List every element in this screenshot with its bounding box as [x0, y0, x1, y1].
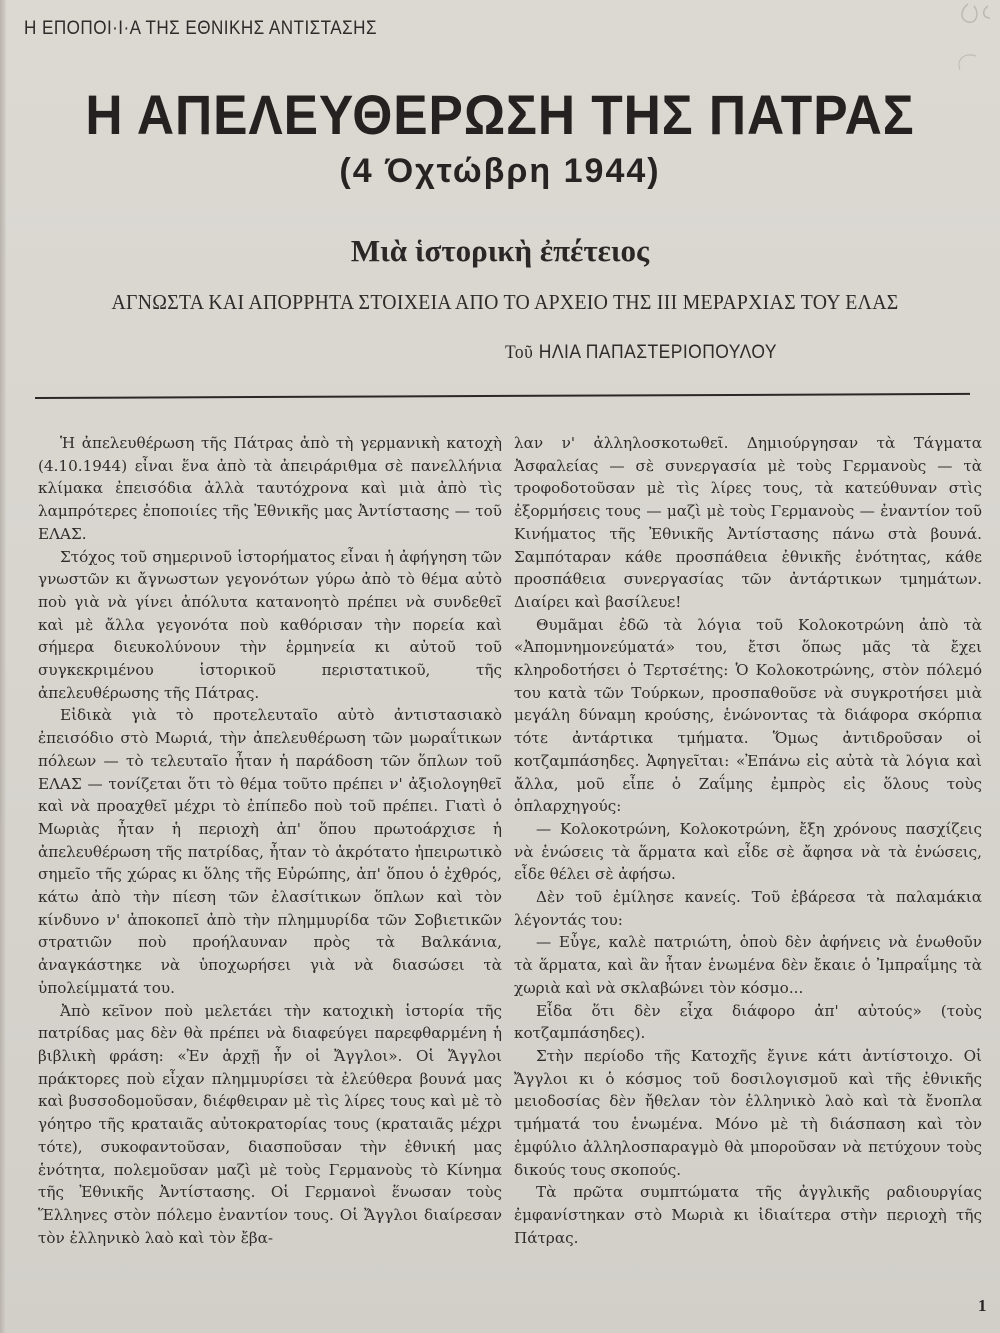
paragraph: Ἡ ἀπελευθέρωση τῆς Πάτρας ἀπὸ τὴ γερμανικὴ κατοχὴ (4.10.1944) εἶναι ἕνα ἀπὸ τὰ ἀπειράριθμα σὲ πανελλήνια κλίμακα ἐπεισόδια ἀλλὰ ταυτόχρονα καὶ μιὰ ἀπὸ τὶς λαμπρότερες ἐποποιίες τῆς Ἐθνικῆς μας Ἀντίστασης — τοῦ ΕΛΑΣ. [38, 434, 502, 543]
left-column [38, 432, 502, 1249]
pencil-annotation [860, 0, 1000, 80]
paragraph: Στὴν περίοδο τῆς Κατοχῆς ἔγινε κάτι ἀντίστοιχο. Οἱ Ἄγγλοι κι ὁ κόσμος τοῦ δοσιλογισμοῦ καὶ τῆς ἐθνικῆς μειοδοσίας δὲν ἤθελαν τὸν ἑλληνικὸ λαὸ καὶ τὰ ἔνοπλα τμήματά του ἑνωμένα. Μόνο μὲ τὴ διάσπαση καὶ τὸν ἐμφύλιο ἀλληλοσπαραγμὸ θὰ μποροῦσαν νὰ πετύχουν τοὺς δικούς τους σκοπούς. [514, 1046, 982, 1179]
byline [505, 342, 777, 364]
series-header: Η ΕΠΟΠΟΙ·Ι·Α ΤΗΣ ΕΘΝΙΚΗΣ ΑΝΤΙΣΤΑΣΗΣ [24, 18, 378, 39]
page-number: 1 [978, 1296, 987, 1315]
paragraph: — Κολοκοτρώνη, Κολοκοτρώνη, ἔξη χρόνους πασχίζεις νὰ ἑνώσεις τὰ ἅρματα καὶ εἶδε σὲ ἄφησα νὰ τὰ ἑνώσεις, εἶδε θέλει σὲ ἀφήσω. [514, 819, 982, 884]
paragraph: — Εὖγε, καλὲ πατριώτη, ὁποὺ δὲν ἀφήνεις νὰ ἑνωθοῦν τὰ ἅρματα, καὶ ἂν ἦταν ἑνωμένα δὲν ἔκαιε ὁ Ἰμπραΐμης τὰ χωριὰ καὶ νὰ σκλαβώνει τὸν κόσμο... [514, 933, 982, 997]
paragraph: Θυμᾶμαι ἐδῶ τὰ λόγια τοῦ Κολοκοτρώνη ἀπὸ τὰ «Ἀπομνημονεύματά» του, ἔτσι ὅπως μᾶς τὰ ἔχει κληροδοτήσει ὁ Τερτσέτης: Ὁ Κολοκοτρώνης, στὸν πόλεμό του κατὰ τῶν Τούρκων, προσπαθοῦσε νὰ συγκροτήσει μιὰ μεγάλη δύναμη κρούσης, ἑνώνοντας τὰ διάφορα σκόρπια τότε ἀντάρτικα τμήματα. Ὅμως ἀντιδροῦσαν οἱ κοτζαμπάσηδες. Ἀφηγεῖται: «Ἐπάνω εἰς αὐτὰ τὰ λόγια καὶ ἄλλα, μοῦ εἶπε ὁ Ζαΐμης ἐμπρὸς εἰς ὅλους τοὺς ὁπλαρχηγούς: [514, 615, 982, 816]
article-date: (4 Όχτώβρη 1944) [339, 152, 661, 190]
byline-prefix: Τοῦ [505, 342, 534, 363]
paragraph: Ἀπὸ κεῖνον ποὺ μελετάει τὴν κατοχικὴ ἱστορία τῆς πατρίδας μας δὲν θὰ πρέπει νὰ διαφεύγει παρεφθαρμένη ἡ βιβλικὴ φράση: «Ἐν ἀρχῇ ἦν οἱ Ἄγγλοι». Οἱ Ἄγγλοι πράκτορες ποὺ εἶχαν πλημμυρίσει τὰ ἐλεύθερα βουνά μας καὶ βυσσοδομοῦσαν, διέφθειραν μὲ τὶς λίρες τους καὶ μὲ τὸ γόητρο τῆς κραταιᾶς αὐτοκρατορίας τους (κραταιᾶς μέχρι τότε), συκοφαντοῦσαν, διασποῦσαν τὴν ἐθνική μας ἑνότητα, πολεμοῦσαν μαζὶ μὲ τοὺς Γερμανοὺς τὸ Κίνημα τῆς Ἐθνικῆς Ἀντίστασης. Οἱ Γερμανοὶ ἕνωσαν τοὺς Ἕλληνες στὸν πόλεμο ἐναντίον τους. Οἱ Ἄγγλοι διαίρεσαν τὸν ἑλληνικὸ λαὸ καὶ τὸν ἔβα- [38, 1001, 502, 1247]
paragraph: Εἰδικὰ γιὰ τὸ προτελευταῖο αὐτὸ ἀντιστασιακὸ ἐπεισόδιο στὸ Μωριά, τὴν ἀπελευθέρωση τῶν μωραΐτικων πόλεων — τὸ τελευταῖο ἦταν ἡ παράδοση τῶν ὅπλων τοῦ ΕΛΑΣ — τονίζεται ὅτι τὸ θέμα τοῦτο πρέπει ν' ἀξιολογηθεῖ καὶ νὰ προαχθεῖ μέχρι τὸ ἐπίπεδο ποὺ τοῦ πρέπει. Γιατὶ ὁ Μωριὰς ἦταν ἡ περιοχὴ ἀπ' ὅπου πρωτοάρχισε ἡ ἀπελευθέρωση τῆς πατρίδας, ἦταν τὸ ἀκρότατο ἠπειρωτικὸ σημεῖο τῆς χώρας κι ὅλης τῆς Εὐρώπης, ἀπ' ὅπου ὁ ἐχθρός, κάτω ἀπὸ τὴν πίεση τῶν ἐλασίτικων ὅπλων καὶ τὸν κίνδυνο ν' ἀποκοπεῖ ἀπὸ τὴν πλημμυρίδα τῶν Σοβιετικῶν στρατιῶν ποὺ προήλαυναν πρὸς τὰ Βαλκάνια, ἀναγκάστηκε νὰ ὑποχωρήσει γιὰ νὰ διασώσει τὰ ὑπολείμματά του. [38, 706, 502, 997]
article-subtitle: Μιὰ ἱστορικὴ ἐπέτειος [350, 233, 650, 268]
paragraph: Τὰ πρῶτα συμπτώματα τῆς ἀγγλικῆς ραδιουργίας ἐμφανίστηκαν στὸ Μωριὰ κι ἰδιαίτερα στὴν περιοχὴ τῆς Πάτρας. [514, 1183, 982, 1247]
paragraph: Δὲν τοῦ ἐμίλησε κανείς. Τοῦ ἐβάρεσα τὰ παλαμάκια λέγοντάς του: [514, 888, 982, 929]
paragraph: Στόχος τοῦ σημερινοῦ ἱστορήματος εἶναι ἡ ἀφήγηση τῶν γνωστῶν κι ἄγνωστων γεγονότων γύρω ἀπὸ τὸ θέμα αὐτὸ ποὺ γιὰ νὰ γίνει ἀπόλυτα κατανοητὸ πρέπει νὰ συνδεθεῖ καὶ μὲ ἄλλα γεγονότα ποὺ καθόρισαν τὴν πορεία καὶ σήμερα διευκολύνουν τὴν ἑρμηνεία κι αὐτοῦ τοῦ συγκεκριμένου ἱστορικοῦ περιστατικοῦ, τῆς ἀπελευθέρωσης τῆς Πάτρας. [38, 547, 502, 702]
paragraph: Εἶδα ὅτι δὲν εἶχα διάφορο ἀπ' αὐτούς» (τοὺς κοτζαμπάσηδες). [514, 1001, 982, 1043]
header-divider [35, 393, 970, 399]
article-kicker: ΑΓΝΩΣΤΑ ΚΑΙ ΑΠΟΡΡΗΤΑ ΣΤΟΙΧΕΙΑ ΑΠΟ ΤΟ ΑΡΧΕΙΟ ΤΗΣ ΙΙΙ ΜΕΡΑΡΧΙΑΣ ΤΟΥ ΕΛΑΣ [111, 290, 899, 314]
right-column [514, 432, 982, 1249]
page-binding-edge [0, 0, 6, 1333]
article-title: Η ΑΠΕΛΕΥΘΕΡΩΣΗ ΤΗΣ ΠΑΤΡΑΣ [85, 83, 915, 146]
author-name: ΗΛΙΑ ΠΑΠΑΣΤΕΡΙΟΠΟΥΛΟΥ [538, 342, 777, 363]
paragraph: λαν ν' ἀλληλοσκοτωθεῖ. Δημιούργησαν τὰ Τάγματα Ἀσφαλείας — σὲ συνεργασία μὲ τοὺς Γερμανοὺς — τὰ τροφοδοτοῦσαν μὲ τὶς λίρες τους, τὰ κατεύθυναν στὶς ἐξορμήσεις τους — μαζὶ μὲ τοὺς Γερμανοὺς — ἐναντίον τοῦ Κινήματος τῆς Ἐθνικῆς Ἀντίστασης πάνω στὰ βουνά. Σαμπόταραν κάθε προσπάθεια ἐθνικῆς ἑνότητας, κάθε προσπάθεια συνεργασίας τῶν ἀντάρτικων τμημάτων. Διαίρει καὶ βασίλευε! [514, 434, 982, 611]
